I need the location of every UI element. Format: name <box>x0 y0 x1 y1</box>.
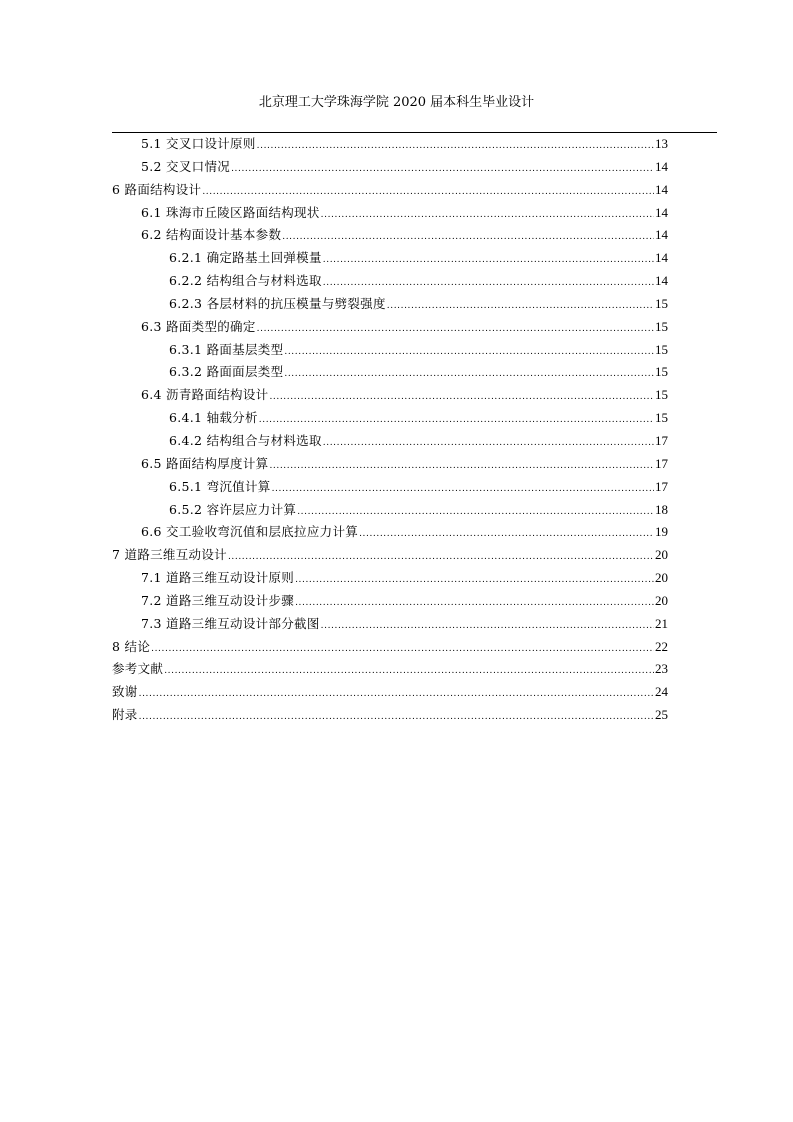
toc-entry-page: 19 <box>655 524 668 540</box>
toc-dot-leader <box>295 592 654 615</box>
toc-dot-leader <box>231 158 654 181</box>
toc-entry[interactable] <box>112 613 668 636</box>
toc-dot-leader <box>259 409 654 432</box>
toc-entry[interactable] <box>112 202 668 225</box>
toc-entry-label: 6.5.1 弯沉值计算 <box>169 478 271 494</box>
toc-entry-label: 6.5 路面结构厚度计算 <box>141 455 269 471</box>
toc-entry-page: 21 <box>655 615 668 631</box>
toc-entry-page: 22 <box>655 638 668 654</box>
toc-dot-leader <box>272 478 654 501</box>
toc-entry-label: 6.2.2 结构组合与材料选取 <box>169 273 322 289</box>
toc-entry[interactable] <box>112 567 668 590</box>
toc-entry-page: 14 <box>655 204 668 220</box>
toc-entry-label: 7 道路三维互动设计 <box>112 547 227 563</box>
toc-entry-label: 7.3 道路三维互动设计部分截图 <box>141 615 320 631</box>
toc-entry-page: 15 <box>655 364 668 380</box>
toc-entry-page: 15 <box>655 318 668 334</box>
toc-dot-leader <box>164 660 654 683</box>
toc-entry-page: 20 <box>655 547 668 563</box>
toc-entry[interactable] <box>112 499 668 522</box>
toc-entry-page: 18 <box>655 501 668 517</box>
toc-entry-page: 17 <box>655 432 668 448</box>
toc-dot-leader <box>284 363 654 386</box>
toc-entry[interactable] <box>112 133 668 156</box>
table-of-contents <box>112 133 668 727</box>
toc-entry[interactable] <box>112 339 668 362</box>
toc-entry-page: 20 <box>655 592 668 608</box>
toc-entry[interactable] <box>112 247 668 270</box>
toc-entry-label: 6.2.1 确定路基土回弹模量 <box>169 250 322 266</box>
toc-entry-label: 附录 <box>112 707 138 723</box>
toc-entry[interactable] <box>112 476 668 499</box>
toc-entry-page: 15 <box>655 410 668 426</box>
toc-entry-label: 5.2 交叉口情况 <box>141 158 231 174</box>
toc-entry[interactable] <box>112 156 668 179</box>
toc-entry-page: 14 <box>655 158 668 174</box>
toc-entry-page: 13 <box>655 136 668 151</box>
toc-dot-leader <box>284 341 654 364</box>
toc-entry-page: 25 <box>655 707 668 723</box>
toc-dot-leader <box>297 501 654 524</box>
toc-entry[interactable] <box>112 453 668 476</box>
toc-dot-leader <box>323 432 654 455</box>
toc-entry-label: 6.3.1 路面基层类型 <box>169 341 284 357</box>
toc-entry-label: 5.1 交叉口设计原则 <box>141 136 256 151</box>
toc-entry-label: 6.4.2 结构组合与材料选取 <box>169 432 322 448</box>
toc-entry-page: 14 <box>655 273 668 289</box>
toc-entry[interactable] <box>112 430 668 453</box>
toc-entry[interactable] <box>112 179 668 202</box>
toc-dot-leader <box>321 615 654 638</box>
toc-dot-leader <box>228 546 654 569</box>
toc-dot-leader <box>359 523 654 546</box>
toc-entry-label: 8 结论 <box>112 638 151 654</box>
toc-dot-leader <box>257 318 654 341</box>
toc-entry-label: 7.1 道路三维互动设计原则 <box>141 570 295 586</box>
toc-entry-page: 24 <box>655 684 668 700</box>
toc-entry-label: 7.2 道路三维互动设计步骤 <box>141 592 295 608</box>
toc-dot-leader <box>269 386 654 409</box>
toc-entry-label: 6.4.1 轴载分析 <box>169 410 258 426</box>
toc-dot-leader <box>323 272 654 295</box>
toc-entry-page: 15 <box>655 341 668 357</box>
toc-entry-label: 参考文献 <box>112 661 164 677</box>
toc-entry[interactable] <box>112 270 668 293</box>
toc-entry-page: 14 <box>655 227 668 243</box>
toc-dot-leader <box>321 204 654 227</box>
toc-entry-page: 23 <box>655 661 668 677</box>
toc-entry-page: 14 <box>655 250 668 266</box>
toc-entry[interactable] <box>112 544 668 567</box>
toc-entry-label: 致谢 <box>112 684 138 700</box>
toc-entry[interactable] <box>112 407 668 430</box>
toc-entry-page: 17 <box>655 455 668 471</box>
toc-entry[interactable] <box>112 361 668 384</box>
toc-dot-leader <box>257 135 654 158</box>
toc-entry-label: 6.5.2 容许层应力计算 <box>169 501 297 517</box>
toc-entry-page: 15 <box>655 295 668 311</box>
toc-dot-leader <box>269 455 654 478</box>
toc-entry-label: 6.2 结构面设计基本参数 <box>141 227 282 243</box>
toc-dot-leader <box>323 249 654 272</box>
toc-entry-label: 6.4 沥青路面结构设计 <box>141 387 269 403</box>
toc-dot-leader <box>139 706 654 729</box>
toc-dot-leader <box>282 226 654 249</box>
toc-entry-page: 17 <box>655 478 668 494</box>
toc-entry[interactable] <box>112 681 668 704</box>
header-title: 北京理工大学珠海学院 2020 届本科生毕业设计 <box>258 95 535 110</box>
toc-entry[interactable] <box>112 590 668 613</box>
toc-dot-leader <box>151 638 654 661</box>
toc-entry-label: 6.2.3 各层材料的抗压模量与劈裂强度 <box>169 295 386 311</box>
toc-entry[interactable] <box>112 636 668 659</box>
toc-entry-label: 6.3.2 路面面层类型 <box>169 364 284 380</box>
toc-dot-leader <box>202 181 654 204</box>
toc-entry[interactable] <box>112 658 668 681</box>
toc-entry[interactable] <box>112 293 668 316</box>
page-header <box>0 95 793 111</box>
toc-dot-leader <box>387 295 654 318</box>
toc-entry-label: 6.1 珠海市丘陵区路面结构现状 <box>141 204 320 220</box>
toc-entry[interactable] <box>112 704 668 727</box>
toc-entry-page: 14 <box>655 181 668 197</box>
toc-entry[interactable] <box>112 521 668 544</box>
toc-entry-label: 6.6 交工验收弯沉值和层底拉应力计算 <box>141 524 359 540</box>
toc-entry[interactable] <box>112 384 668 407</box>
toc-entry-label: 6 路面结构设计 <box>112 181 202 197</box>
toc-dot-leader <box>295 569 654 592</box>
toc-entry[interactable] <box>112 316 668 339</box>
toc-dot-leader <box>139 683 654 706</box>
toc-entry-page: 20 <box>655 570 668 586</box>
toc-entry-label: 6.3 路面类型的确定 <box>141 318 256 334</box>
toc-entry[interactable] <box>112 224 668 247</box>
toc-entry-page: 15 <box>655 387 668 403</box>
